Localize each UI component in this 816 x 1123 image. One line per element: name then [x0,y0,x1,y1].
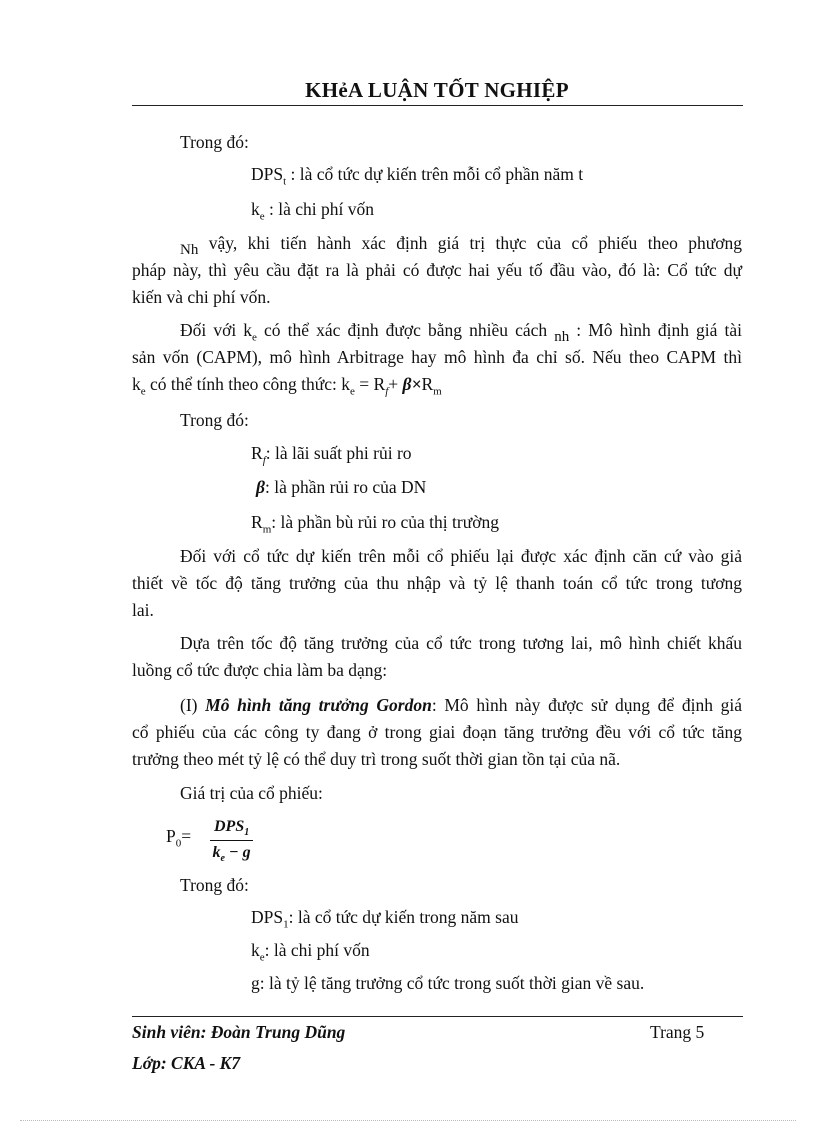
paragraph-2-line-1: Đối với $k_e$ có thể xác định được bằng nhiều cách nh : Mô hình định giá tài [180,320,742,345]
label-trong-do-3: Trong đó: [180,875,249,895]
paragraph-4-line-2: luồng cổ tức được chia làm ba dạng: [132,660,388,680]
formula-lhs: $P_0=$ [166,826,192,850]
label-trong-do: Trong đó: [180,132,249,152]
paragraph-4-line-1: Dựa trên tốc độ tăng trưởng của cổ tức trong tương lai, mô hình chiết khấu [180,633,742,653]
footer-page-number: Trang 5 [650,1022,705,1042]
def-g: g: là tỷ lệ tăng trưởng cổ tức trong suốt thời gian về sau. [251,973,645,993]
paragraph-1-line-1: Nh vậy, khi tiến hành xác định giá trị thực của cổ phiếu theo phương [180,233,743,258]
header-rule [132,105,743,106]
formula-denominator: $k_e - g$ [212,844,251,865]
page-edge-divider [20,1120,796,1121]
def-ke: $k_e$ : là chi phí vốn [251,199,374,223]
paragraph-5-line-2: cổ phiếu của các công ty đang ở trong giai đoạn tăng trưởng đều với cổ tức tăng [132,722,742,742]
formula-numerator: $DPS_1$ [210,818,253,841]
paragraph-1-line-2: pháp này, thì yêu cầu đặt ra là phải có được hai yếu tố đầu vào, đó là: Cổ tức dự [132,260,742,280]
def-rm: $R_m$: là phần bù rủi ro của thị trường [251,512,499,536]
label-trong-do-2: Trong đó: [180,410,249,430]
paragraph-5-line-1: (I) Mô hình tăng trưởng Gordon: Mô hình này được sử dụng để định giá [180,695,743,715]
page-title: KHẻA LUẬN TỐT NGHIỆP [305,78,569,102]
label-gia-tri: Giá trị của cổ phiếu: [180,783,323,803]
def-dps-t: $DPS_t$ : là cổ tức dự kiến trên mỗi cổ phần năm t [251,164,584,188]
footer-class: Lớp: CKA - K7 [132,1053,241,1073]
footer-student: Sinh viên: Đoàn Trung Dũng [132,1022,346,1042]
paragraph-1-line-3: kiến và chi phí vốn. [132,287,271,307]
paragraph-3-line-2: thiết về tốc độ tăng trưởng của thu nhập và tỷ lệ thanh toán cổ tức trong tương [132,573,742,593]
beta-symbol: β× [402,374,422,394]
paragraph-3-line-1: Đối với cổ tức dự kiến trên mỗi cổ phiếu lại được xác định căn cứ vào giả [180,546,742,566]
def-dps-1: $DPS_1$: là cổ tức dự kiến trong năm sau [251,907,519,931]
footer-rule [132,1016,743,1017]
paragraph-3-line-3: lai. [132,600,154,620]
paragraph-2-line-2: sản vốn (CAPM), mô hình Arbitrage hay mô hình đa chỉ số. Nếu theo CAPM thì [132,347,742,367]
def-rf: $R_f$: là lãi suất phi rủi ro [251,443,412,467]
paragraph-5-line-3: trưởng theo mét tỷ lệ có thể duy trì trong suốt thời gian tồn tại của nã. [132,749,621,769]
def-beta: β: là phần rủi ro của DN [256,477,427,497]
formula-fraction [210,818,253,864]
paragraph-2-line-3: $k_e$ có thể tính theo công thức: $k_e = R_f+ \beta\times R_m$ [132,374,442,398]
def-ke-2: $k_e$: là chi phí vốn [251,940,370,964]
model-title: Mô hình tăng trưởng Gordon [205,695,432,715]
